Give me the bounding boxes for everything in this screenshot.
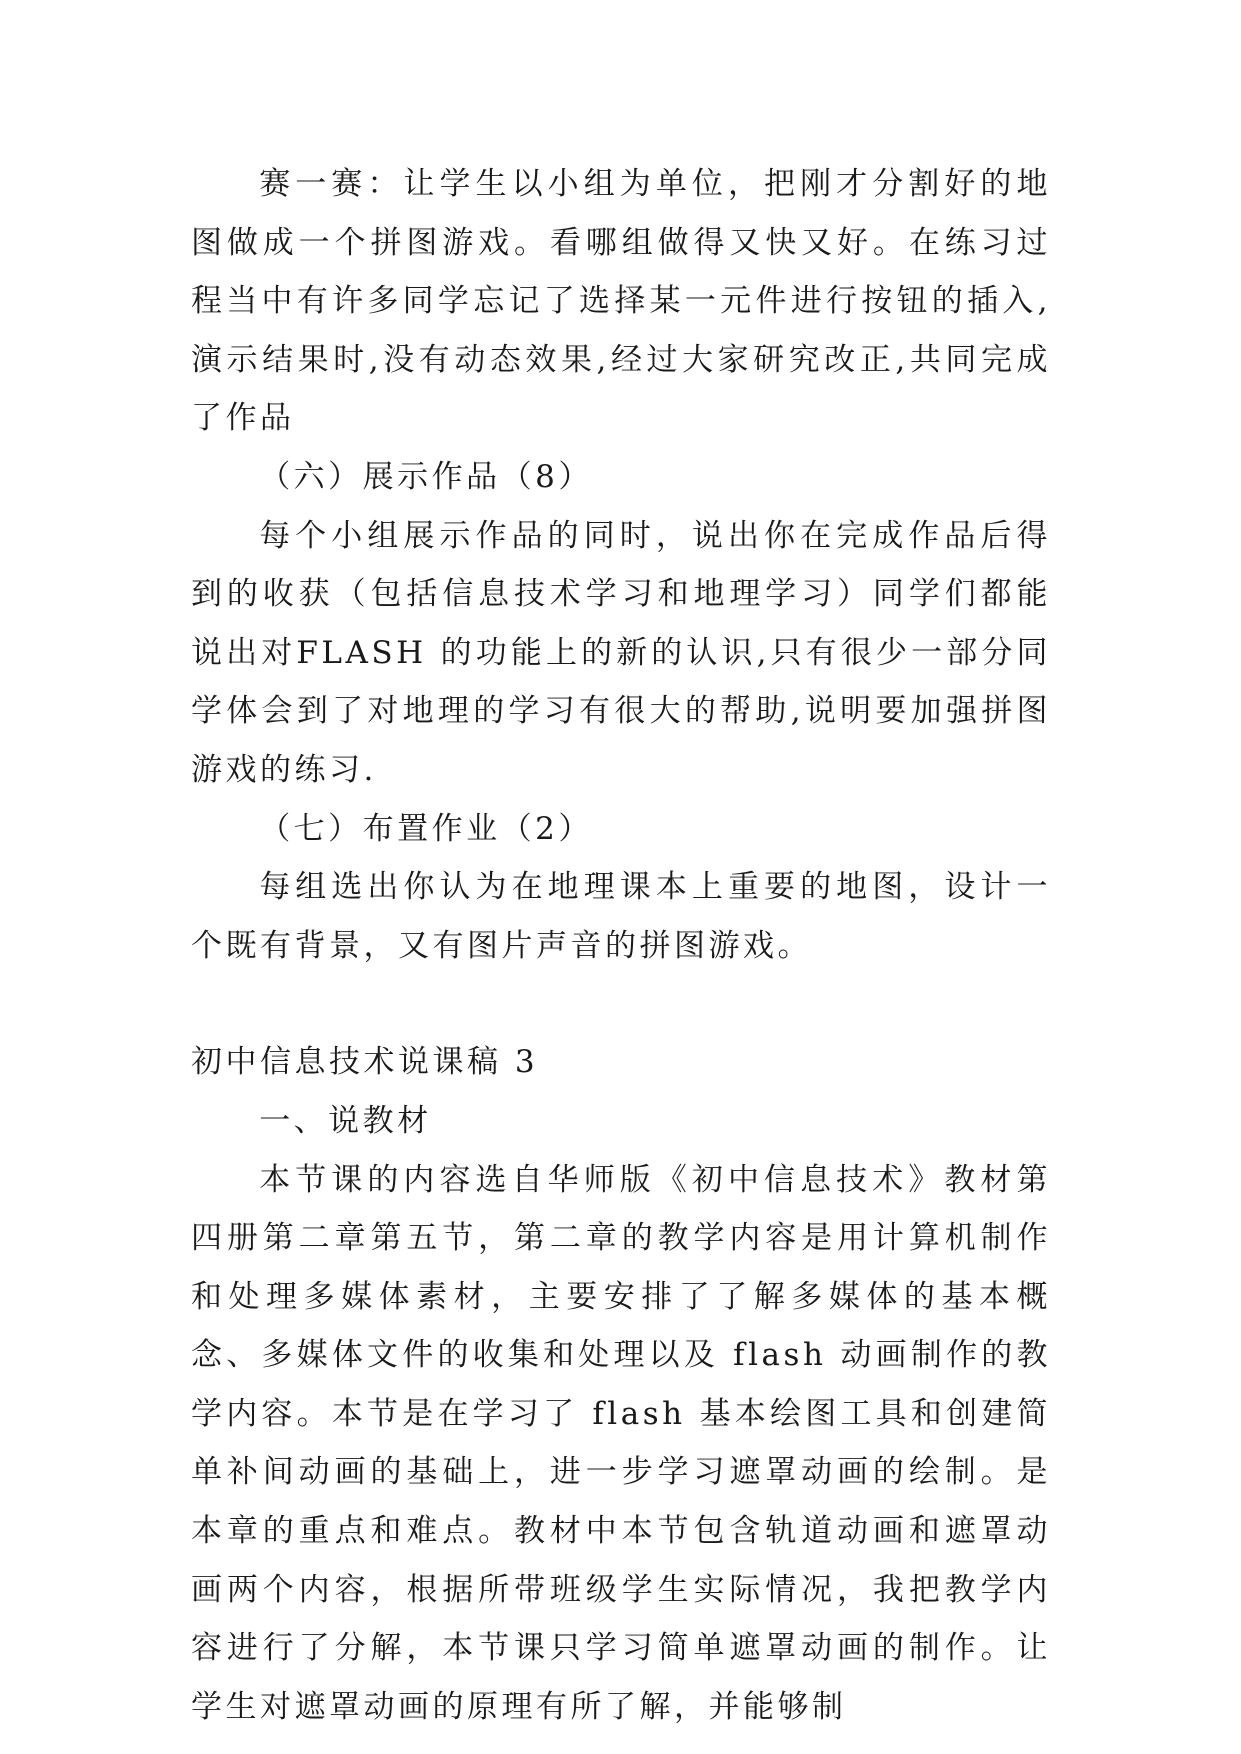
section-title: 初中信息技术说课稿 3 xyxy=(191,1044,539,1081)
paragraph-textbook: 本节课的内容选自华师版《初中信息技术》教材第四册第二章第五节，第二章的教学内容是用计算机制作和处理多媒体素材，主要安排了了解多媒体的基本概念、多媒体文件的收集和处理以及 flash 动画制作的教学内容。本节是在学习了 flash 基本绘图工具和创建简单补间动画的基础上，进一步学习遮罩动画的绘制。是本章的重点和难点。教材中本节包含轨道动画和遮罩动画两个内容，根据所带班级学生实际情况，我把教学内容进行了分解，本节课只学习简单遮罩动画的制作。让学生对遮罩动画的原理有所了解，并能够制 xyxy=(191,1161,1051,1725)
heading-homework: （七）布置作业（2） xyxy=(259,810,593,847)
paragraph-competition: 赛一赛：让学生以小组为单位，把刚才分割好的地图做成一个拼图游戏。看哪组做得又快又好。在练习过程当中有许多同学忘记了选择某一元件进行按钮的插入,演示结果时,没有动态效果,经过大家研究改正,共同完成了作品 xyxy=(191,166,1051,437)
heading-show-works: （六）展示作品（8） xyxy=(259,458,593,495)
paragraph-show-works: 每个小组展示作品的同时，说出你在完成作品后得到的收获（包括信息技术学习和地理学习）同学们都能说出对FLASH 的功能上的新的认识,只有很少一部分同学体会到了对地理的学习有很大的帮助,说明要加强拼图游戏的练习. xyxy=(191,517,1051,788)
heading-textbook: 一、说教材 xyxy=(259,1102,432,1139)
paragraph-homework: 每组选出你认为在地理课本上重要的地图，设计一个既有背景，又有图片声音的拼图游戏。 xyxy=(191,869,1051,964)
document-body xyxy=(191,155,1051,1736)
